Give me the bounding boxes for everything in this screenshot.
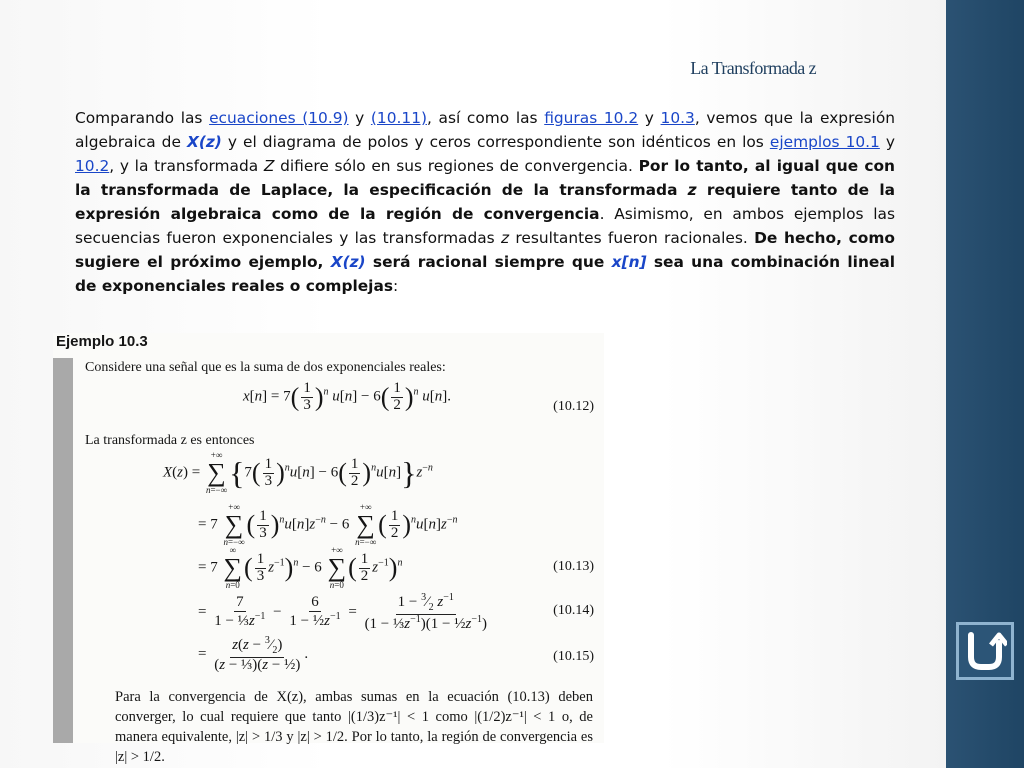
xz-term: X(z)	[186, 133, 222, 151]
equation-10-12: x[n] = 7( $\frac{1}{3}$ )$^n$ u[n] − 6( $\frac{1}{2}$ )$^n$ u[n].	[243, 380, 452, 413]
equation-10-13: = 7 ∞ ∑ n=0 ( $\frac{1}{3}$ $z^{-1})^n - 6$ +∞ ∑ n=0 ( $\frac{1}{2}$ $z^{-1})^n$	[198, 545, 403, 590]
xn-term: x[n]	[611, 253, 647, 271]
body-paragraph	[75, 106, 895, 298]
equation-label: (10.14)	[553, 603, 594, 618]
text: Comparando las	[75, 109, 210, 127]
example-conclusion: Para la convergencia de X(z), ambas sumas en la ecuación (10.13) deben converger, lo cual requiere que tanto |(1/3)z⁻¹| < 1 como |(1/2)z⁻¹| < 1 o, de manera equivalente, |z| > 1/3 y |z| > 1/2. Por lo tanto, la región de convergencia es |z| > 1/2.	[115, 689, 593, 765]
example-intro: Considere una señal que es la suma de dos exponenciales reales:	[85, 360, 446, 375]
text: , vemos que la expresión algebraica de	[75, 109, 896, 151]
link-figura-10-2[interactable]: figuras 10.2	[544, 109, 639, 127]
text: difiere sólo en sus regiones de convergencia.	[274, 157, 639, 175]
link-ecuacion-10-11[interactable]: (10.11)	[370, 109, 427, 127]
slide-title: La Transformada z	[690, 58, 816, 78]
text: resultantes fueron racionales.	[509, 229, 755, 247]
text: z	[501, 229, 510, 247]
equation-label: (10.12)	[553, 399, 594, 414]
link-ejemplo-10-1[interactable]: ejemplos 10.1	[769, 133, 880, 151]
equation-step-2: = 7 +∞ ∑ n=−∞ ( $\frac{1}{3}$ )$^nu[n]z^{-n} - 6$ +∞ ∑ n=−∞ ( $\frac{1}{2}$ )$^nu[n]z^{-n}$	[198, 502, 458, 547]
bold-text: sea una combinación lineal de exponenciales reales o complejas	[75, 253, 895, 295]
bold-text: Por lo tanto, al igual que con la transformada de Laplace, la especificación de la transformada	[75, 157, 896, 199]
equation-xz-definition: X(z) = +∞ ∑ n=−∞ {7( $\frac{1}{3}$ )$^n$u[n] − 6( $\frac{1}{2}$ )$^nu[n]\}z^{-n}$	[163, 450, 433, 495]
text: , así como las	[427, 109, 545, 127]
equation-10-14: = $\frac{7}{1 - \frac{1}{3}z^{-1}}$ − $\frac{6}{1 - \frac{1}{2}z^{-1}}$ = $\frac{1 - ^3⁄_2 z^{-1}}{(1 - \frac{1}{3}z^{-1})(1 - \frac{1}{2}z^{-1})}$	[198, 592, 487, 632]
text: . Asimismo, en ambos ejemplos las secuencias fueron exponenciales y las transformadas	[75, 205, 895, 247]
example-title: Ejemplo 10.3	[56, 333, 148, 350]
equation-10-15: = $\frac{z(z - ^3⁄_2)}{\text{(z − ⅓)(z − ½)}}$ .	[198, 635, 309, 673]
text: Z	[263, 157, 275, 175]
text: , y la transformada	[109, 157, 264, 175]
bold-text: requiere tanto de la expresión algebraica como de la región de convergencia	[75, 181, 895, 223]
xz-term: X(z)	[330, 253, 366, 271]
example-image	[53, 333, 604, 765]
text: y	[348, 109, 371, 127]
example-stripe	[53, 358, 73, 743]
bold-text: z	[687, 181, 697, 199]
bold-text: De hecho, como sugiere el próximo ejemplo,	[75, 229, 895, 271]
return-arrow-icon	[963, 629, 1007, 673]
link-figura-10-3[interactable]: 10.3	[660, 109, 695, 127]
transform-line: La transformada z es entonces	[85, 433, 255, 448]
text: :	[393, 277, 399, 295]
text: y	[879, 133, 895, 151]
bold-text: será racional siempre que	[365, 253, 612, 271]
link-ecuacion-10-9[interactable]: ecuaciones (10.9)	[209, 109, 349, 127]
text: y el diagrama de polos y ceros correspondiente son idénticos en los	[221, 133, 770, 151]
equation-label: (10.13)	[553, 559, 594, 574]
text: y	[638, 109, 661, 127]
link-ejemplo-10-2[interactable]: 10.2	[75, 157, 110, 175]
return-button[interactable]	[956, 622, 1014, 680]
equation-label: (10.15)	[553, 649, 594, 664]
